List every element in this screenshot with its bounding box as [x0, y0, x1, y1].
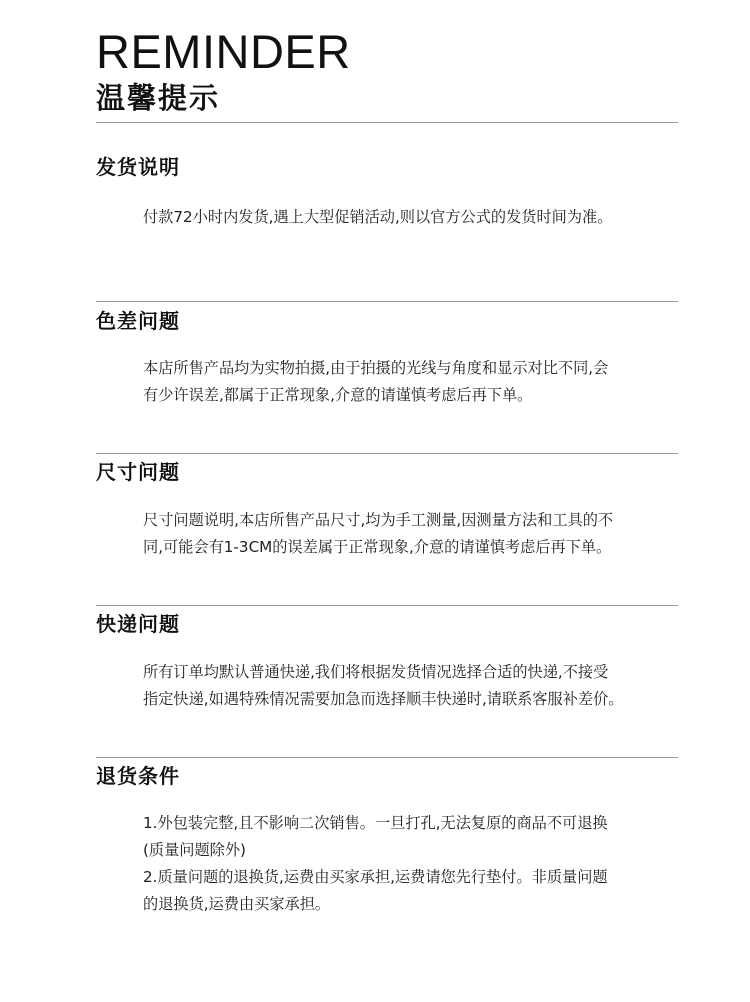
section-line: 2.质量问题的退换货,运费由买家承担,运费请您先行垫付。非质量问题 [143, 868, 608, 886]
section-title-color-difference: 色差问题 [96, 309, 180, 333]
section-title-returns: 退货条件 [96, 764, 180, 788]
section-title-shipping: 发货说明 [96, 155, 180, 179]
section-divider [96, 605, 678, 606]
section-line: 指定快递,如遇特殊情况需要加急而选择顺丰快递时,请联系客服补差价。 [143, 690, 624, 708]
section-divider [96, 757, 678, 758]
section-line: 本店所售产品均为实物拍摄,由于拍摄的光线与角度和显示对比不同,会 [143, 359, 609, 377]
header-divider [96, 122, 678, 123]
section-line: 所有订单均默认普通快递,我们将根据发货情况选择合适的快递,不接受 [143, 663, 609, 681]
section-line: 的退换货,运费由买家承担。 [143, 895, 331, 913]
section-body-shipping [143, 204, 678, 231]
section-line: 有少许误差,都属于正常现象,介意的请谨慎考虑后再下单。 [143, 386, 533, 404]
section-body-returns [143, 810, 678, 918]
section-line: 付款72小时内发货,遇上大型促销活动,则以官方公式的发货时间为准。 [143, 208, 613, 226]
page-header [96, 26, 678, 116]
section-title-size: 尺寸问题 [96, 460, 180, 484]
section-divider [96, 453, 678, 454]
section-line: 尺寸问题说明,本店所售产品尺寸,均为手工测量,因测量方法和工具的不 [143, 511, 614, 529]
section-body-size [143, 507, 678, 561]
section-line: (质量问题除外) [143, 841, 246, 859]
section-title-delivery: 快递问题 [96, 612, 180, 636]
section-body-delivery [143, 659, 678, 713]
page-title-en: REMINDER [96, 25, 351, 78]
section-body-color-difference [143, 355, 678, 409]
section-line: 同,可能会有1-3CM的误差属于正常现象,介意的请谨慎考虑后再下单。 [143, 538, 612, 556]
section-line: 1.外包装完整,且不影响二次销售。一旦打孔,无法复原的商品不可退换 [143, 814, 608, 832]
section-divider [96, 301, 678, 302]
page-title-cn: 温馨提示 [96, 81, 221, 115]
